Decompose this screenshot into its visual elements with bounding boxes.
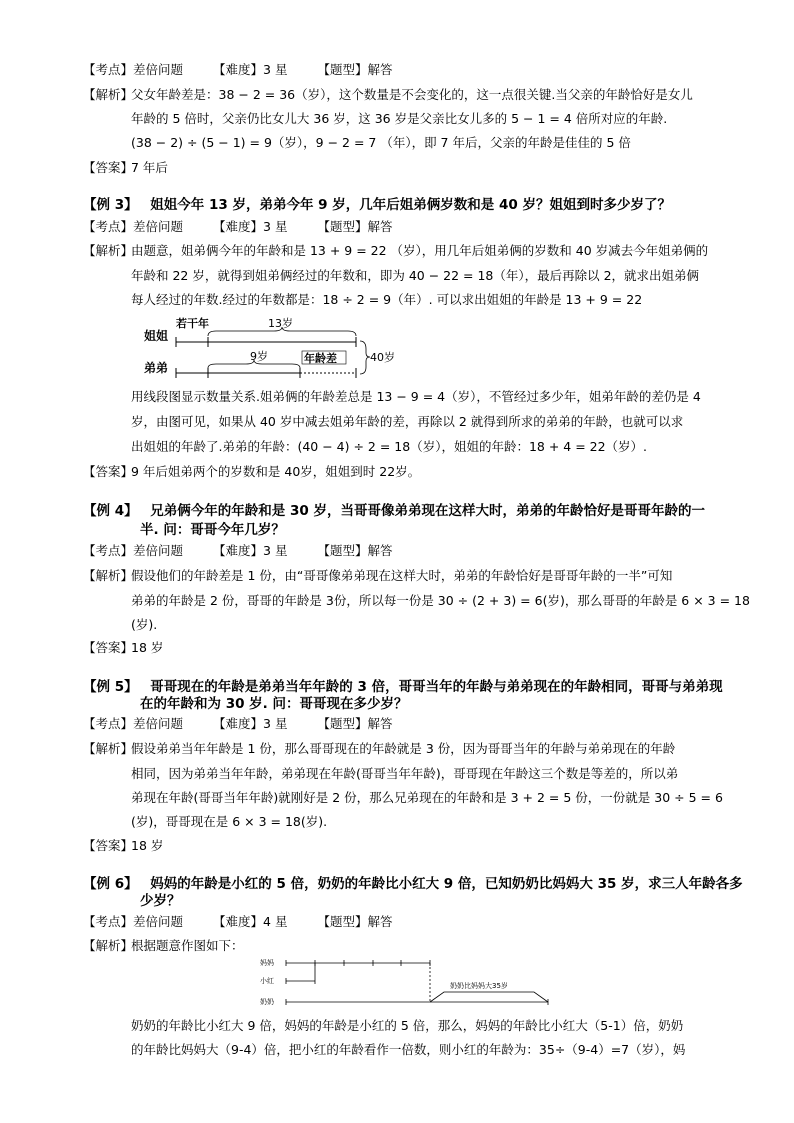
example-5-question [83,679,723,695]
jiexi-label: 【解析】 [83,568,134,583]
tixing-label: 【题型】 [317,914,368,929]
jiexi-label: 【解析】 [83,87,134,102]
example-6-segment-diagram [258,956,558,1012]
example-5-text-line: 在的年龄和为 30 岁. 问：哥哥现在多少岁？ [140,696,408,712]
jiexi-line: 相同，因为弟弟当年年龄，弟弟现在年龄(哥哥当年年龄)，哥哥现在年龄这三个数是等差的，所以弟 [131,766,679,781]
jiexi-line: 用线段图显示数量关系.姐弟俩的年龄差总是 13 − 9 = 4（岁），不管经过多少年，姐弟年龄的差仍是 4 [131,389,701,404]
example-6-text-line: 妈妈的年龄是小红的 5 倍，奶奶的年龄比小红大 9 倍，已知奶奶比妈妈大 35 岁，求三人年龄各多 [150,876,743,892]
kaodian-label: 【考点】 [83,62,134,77]
sister-label: 姐姐 [144,329,169,343]
daan-value: 18 岁 [131,640,164,655]
meta-row-6 [83,914,392,930]
jiexi-line: 年龄和 22 岁，就得到姐弟俩经过的年数和，即为 40 − 22 = 18（年），最后再除以 2，就求出姐弟俩 [131,268,700,283]
example-6-question [83,876,743,892]
jiexi-line: (38 − 2) ÷ (5 − 1) = 9（岁），9 − 2 = 7 （年），即 7 年后，父亲的年龄是佳佳的 5 倍 [131,135,631,150]
jiexi-label: 【解析】 [83,741,134,756]
jiexi-label: 【解析】 [83,243,134,258]
jiexi-line: 假设他们的年龄差是 1 份，由“哥哥像弟弟现在这样大时，弟弟的年龄恰好是哥哥年龄的一半”可知 [131,568,673,583]
daan-value: 18 岁 [131,838,164,853]
kaodian-value: 差倍问题 [133,62,184,77]
nandu-label: 【难度】 [213,716,264,731]
jiexi-label: 【解析】 [83,938,134,953]
grandma-label: 奶奶 [260,998,274,1006]
kaodian-label: 【考点】 [83,914,134,929]
daan-value: 9 年后姐弟两个的岁数和是 40岁，姐姐到时 22岁。 [131,464,421,479]
meta-row-4 [83,543,392,559]
brother-label: 弟弟 [144,361,169,375]
total-label: 40岁 [370,351,395,364]
mom-label: 妈妈 [260,959,274,967]
jiexi-line: 弟弟的年龄是 2 份，哥哥的年龄是 3份，所以每一份是 30 ÷ (2 + 3) = 6(岁)，那么哥哥的年龄是 6 × 3 = 18 [131,593,750,608]
daan-value: 7 年后 [131,160,168,175]
meta-row-5 [83,716,392,732]
example-4-text-line: 兄弟俩今年的年龄和是 30 岁，当哥哥像弟弟现在这样大时，弟弟的年龄恰好是哥哥年龄的一 [150,503,705,519]
sister-brace [208,327,356,336]
kaodian-value: 差倍问题 [133,219,184,234]
kaodian-label: 【考点】 [83,219,134,234]
example-3-segment-diagram [140,313,400,379]
nandu-label: 【难度】 [213,543,264,558]
jiexi-line: (岁). [131,617,158,632]
difference-note: 奶奶比妈妈大35岁 [450,982,508,990]
tixing-value: 解答 [367,543,393,558]
example-5-text-line: 哥哥现在的年龄是弟弟当年年龄的 3 倍，哥哥当年的年龄与弟弟现在的年龄相同，哥哥与弟弟现 [150,679,723,695]
tixing-value: 解答 [367,914,393,929]
meta-row-3 [83,219,392,235]
example-3-tag: 【例 3】 [83,197,138,213]
jiexi-line: 出姐姐的年龄了.弟弟的年龄：(40 − 4) ÷ 2 = 18（岁），姐姐的年龄：18 + 4 = 22（岁）. [131,439,648,454]
daan-label: 【答案】 [83,640,134,655]
example-4-text-line: 半. 问：哥哥今年几岁？ [140,522,285,538]
example-6-text-line: 少岁？ [140,893,181,909]
example-4-tag: 【例 4】 [83,503,138,519]
nandu-label: 【难度】 [213,219,264,234]
nandu-value: 3 星 [263,716,288,731]
tixing-value: 解答 [367,716,393,731]
jiexi-line: 岁，由图可见，如果从 40 岁中减去姐弟年龄的差，再除以 2 就得到所求的弟弟的年龄，也就可以求 [131,414,684,429]
total-brace [360,341,370,374]
tixing-label: 【题型】 [317,62,368,77]
nandu-value: 3 星 [263,219,288,234]
jiexi-line: 奶奶的年龄比小红大 9 倍，妈妈的年龄是小红的 5 倍，那么，妈妈的年龄比小红大（5-1）倍，奶奶 [131,1018,684,1033]
age-diff-label: 年龄差 [304,352,337,365]
nandu-label: 【难度】 [213,914,264,929]
tixing-label: 【题型】 [317,219,368,234]
kaodian-value: 差倍问题 [133,914,184,929]
example-3-question [83,197,671,213]
nandu-value: 3 星 [263,543,288,558]
age9-label: 9岁 [250,350,268,363]
kaodian-label: 【考点】 [83,543,134,558]
jiexi-line: 由题意，姐弟俩今年的年龄和是 13 + 9 = 22 （岁），用几年后姐弟俩的岁数和 40 岁减去今年姐弟俩的 [131,243,709,258]
nandu-value: 3 星 [263,62,288,77]
tixing-value: 解答 [367,219,393,234]
example-6-tag: 【例 6】 [83,876,138,892]
jiexi-line: (岁)，哥哥现在是 6 × 3 = 18(岁). [131,814,328,829]
jiexi-line: 的年龄比妈妈大（9-4）倍，把小红的年龄看作一倍数，则小红的年龄为：35÷（9-4）=7（岁），妈 [131,1042,686,1057]
some-years-label: 若干年 [176,317,209,330]
jiexi-line: 弟现在年龄(哥哥当年年龄)就刚好是 2 份，那么兄弟现在的年龄和是 3 + 2 = 5 份，一份就是 30 ÷ 5 = 6 [131,790,723,805]
tixing-value: 解答 [367,62,393,77]
tixing-label: 【题型】 [317,543,368,558]
age13-label: 13岁 [268,317,293,330]
daan-label: 【答案】 [83,464,134,479]
kaodian-value: 差倍问题 [133,716,184,731]
example-5-tag: 【例 5】 [83,679,138,695]
daan-label: 【答案】 [83,160,134,175]
tixing-label: 【题型】 [317,716,368,731]
kaodian-value: 差倍问题 [133,543,184,558]
jiexi-line: 父女年龄差是：38 − 2 = 36（岁），这个数量是不会变化的，这一点很关键.当父亲的年龄恰好是女儿 [131,87,693,102]
jiexi-intro: 根据题意作图如下： [131,938,244,953]
example-4-question [83,503,705,519]
kaodian-label: 【考点】 [83,716,134,731]
jiexi-line: 假设弟弟当年年龄是 1 份，那么哥哥现在的年龄就是 3 份，因为哥哥当年的年龄与弟弟现在的年龄 [131,741,676,756]
nandu-value: 4 星 [263,914,288,929]
jiexi-line: 每人经过的年数.经过的年数都是：18 ÷ 2 = 9（年）. 可以求出姐姐的年龄是 13 + 9 = 22 [131,292,643,307]
difference-brace [430,992,548,1002]
meta-row-1 [83,62,392,78]
example-3-text: 姐姐今年 13 岁，弟弟今年 9 岁，几年后姐弟俩岁数和是 40 岁？姐姐到时多少岁了？ [150,197,671,213]
jiexi-line: 年龄的 5 倍时，父亲仍比女儿大 36 岁，这 36 岁是父亲比女儿多的 5 − 1 = 4 倍所对应的年龄. [131,111,668,126]
daan-label: 【答案】 [83,838,134,853]
xiaohong-label: 小红 [260,977,274,985]
nandu-label: 【难度】 [213,62,264,77]
